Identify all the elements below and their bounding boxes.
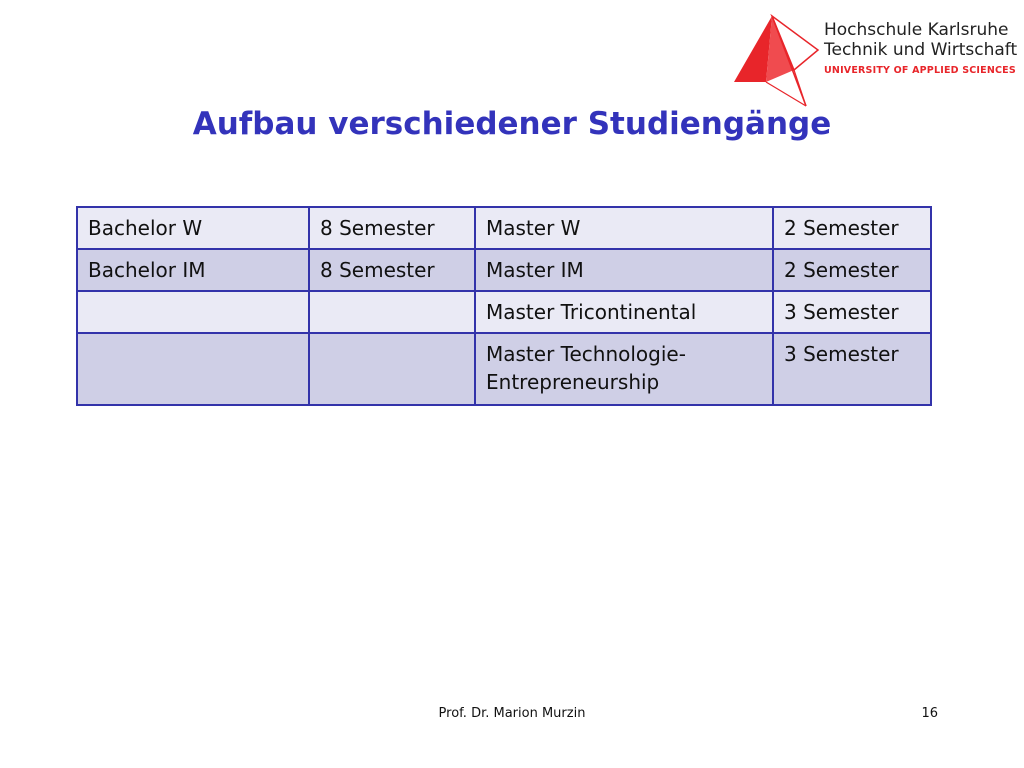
table-cell: Bachelor W bbox=[77, 207, 309, 249]
table-cell: 8 Semester bbox=[309, 249, 475, 291]
table-cell: Master Technologie-Entrepreneurship bbox=[475, 333, 773, 405]
table-row bbox=[77, 207, 931, 249]
table-row bbox=[77, 291, 931, 333]
table-cell: 8 Semester bbox=[309, 207, 475, 249]
table-cell bbox=[77, 291, 309, 333]
university-logo bbox=[732, 14, 1022, 110]
table-cell: 3 Semester bbox=[773, 291, 931, 333]
logo-text bbox=[824, 20, 1017, 76]
table-cell: 2 Semester bbox=[773, 207, 931, 249]
table-cell: 3 Semester bbox=[773, 333, 931, 405]
logo-line-university: Hochschule Karlsruhe bbox=[824, 20, 1009, 40]
logo-line-subtitle: UNIVERSITY OF APPLIED SCIENCES bbox=[824, 65, 1016, 76]
page-number: 16 bbox=[921, 706, 938, 721]
table-cell: Master IM bbox=[475, 249, 773, 291]
pyramid-logo-icon bbox=[732, 14, 824, 110]
table-cell bbox=[309, 291, 475, 333]
table-cell: Master W bbox=[475, 207, 773, 249]
table-cell: Bachelor IM bbox=[77, 249, 309, 291]
table-cell: Master Tricontinental bbox=[475, 291, 773, 333]
table-row bbox=[77, 249, 931, 291]
table-row bbox=[77, 333, 931, 405]
logo-line-faculty: Technik und Wirtschaft bbox=[824, 40, 1018, 60]
table-cell bbox=[309, 333, 475, 405]
slide-title: Aufbau verschiedener Studiengänge bbox=[192, 106, 832, 142]
table-cell bbox=[77, 333, 309, 405]
study-programs-table bbox=[76, 206, 932, 406]
footer-author: Prof. Dr. Marion Murzin bbox=[438, 706, 586, 721]
table-cell: 2 Semester bbox=[773, 249, 931, 291]
